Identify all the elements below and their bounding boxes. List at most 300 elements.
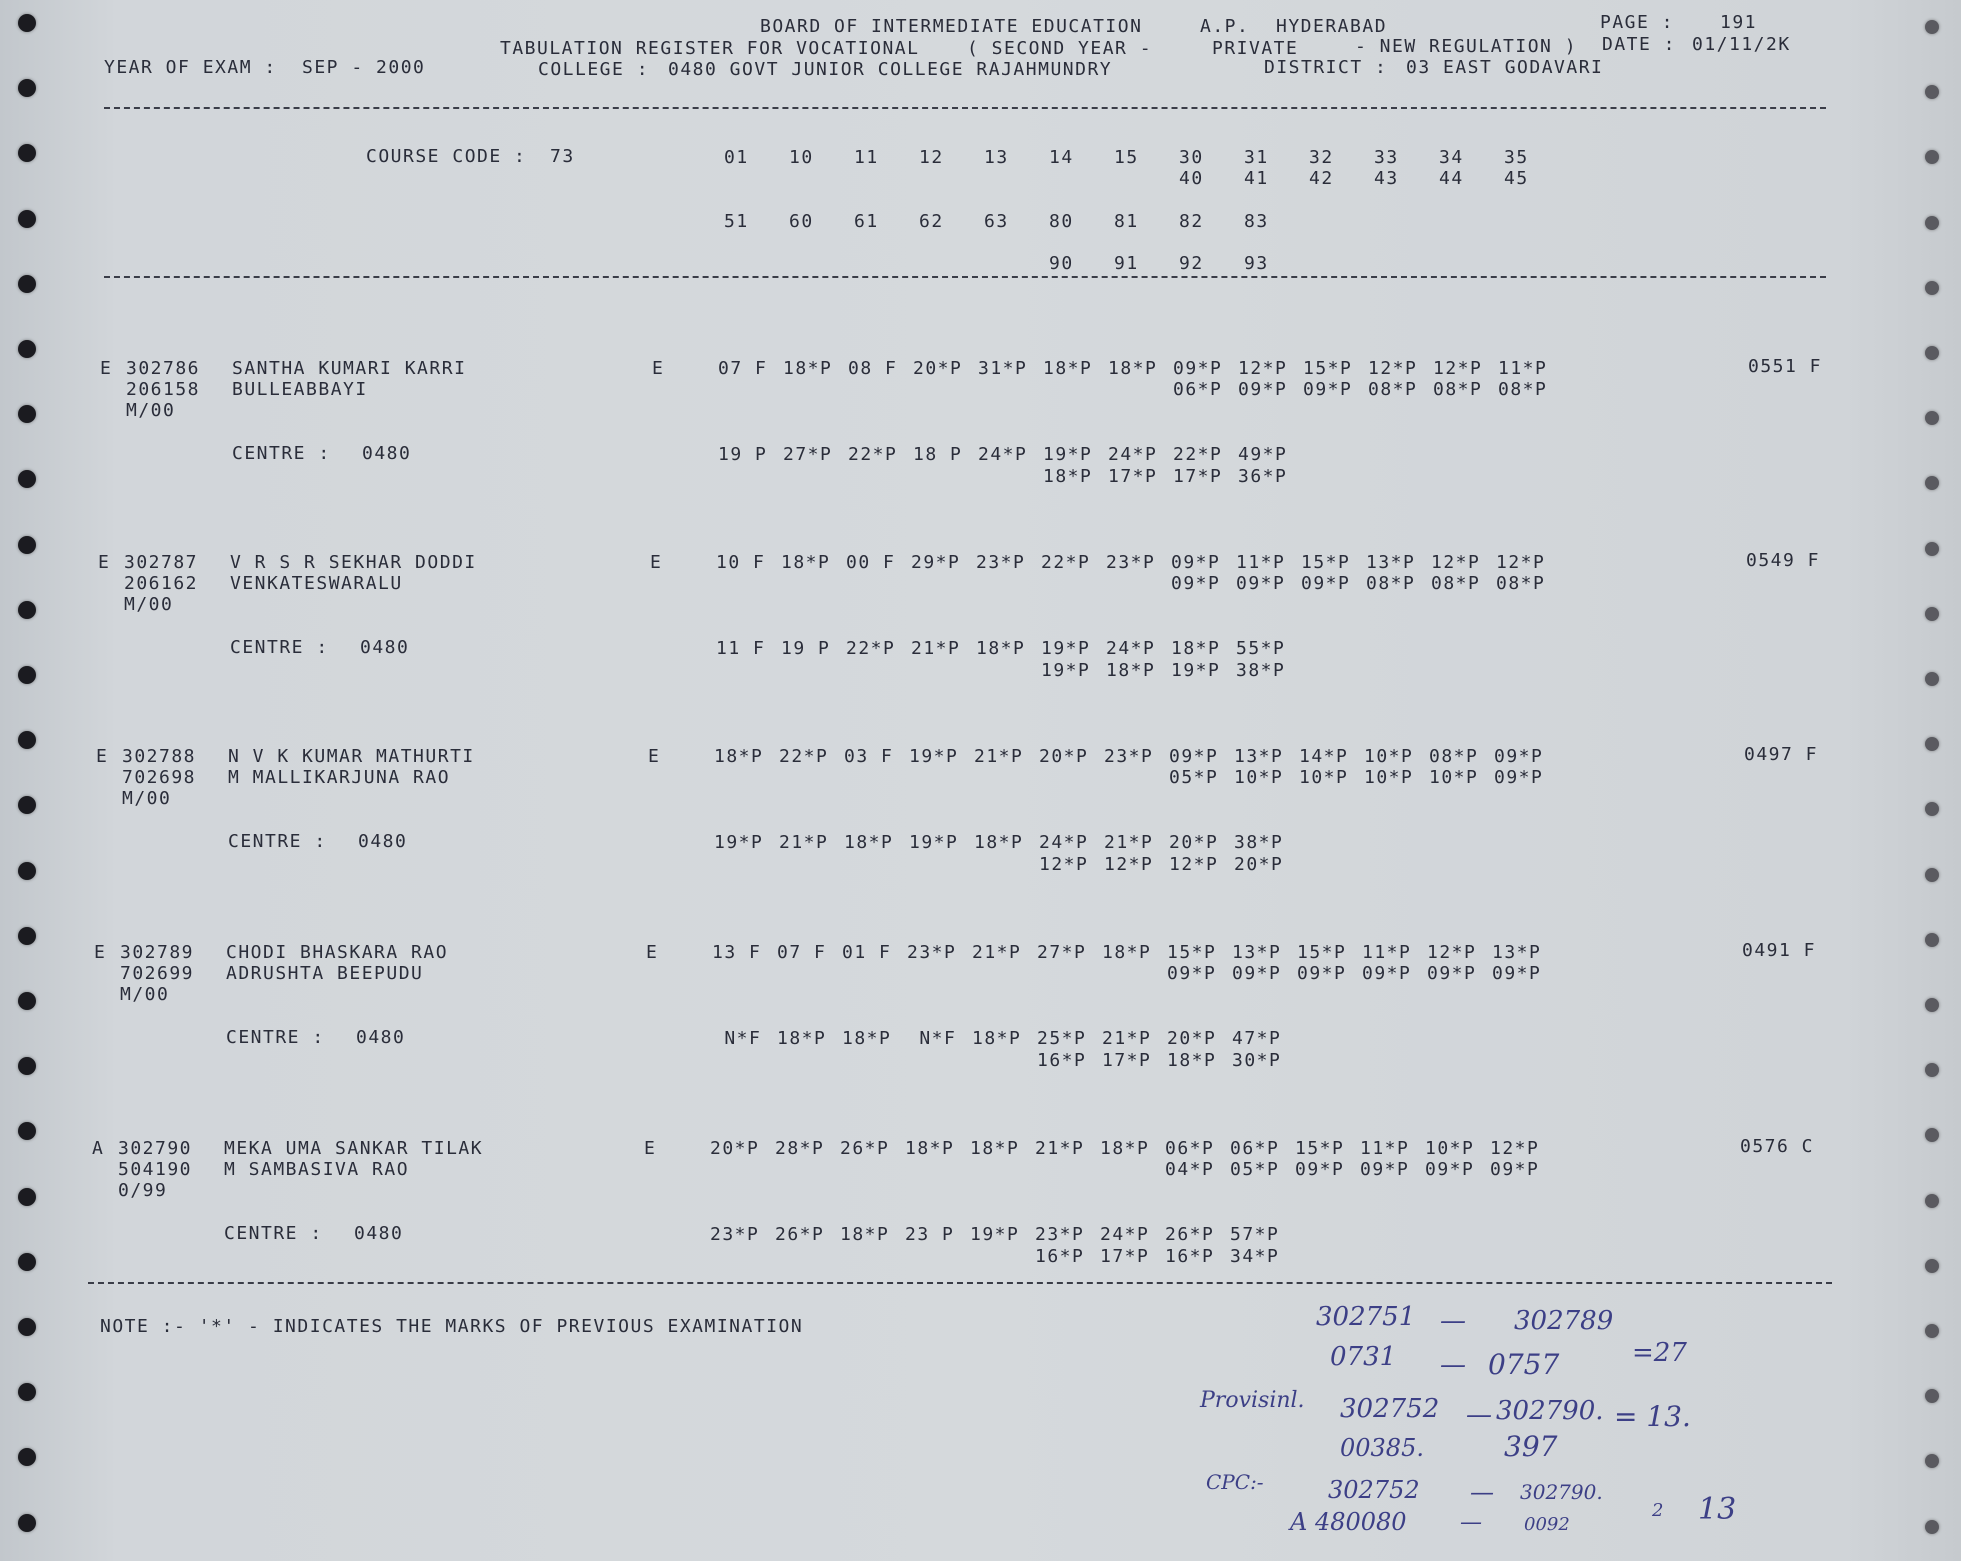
- student-roll-number: 302787: [124, 552, 199, 573]
- year-paren: ( SECOND YEAR -: [967, 38, 1153, 59]
- mark-cell: 06*P: [1173, 379, 1223, 400]
- mark-cell: 01 F: [842, 942, 892, 963]
- mark-cell: 09*P: [1171, 552, 1221, 573]
- mark-cell: 13*P: [1492, 942, 1542, 963]
- course-code-cell: 15: [1114, 147, 1139, 168]
- perforation-hole: [18, 927, 36, 945]
- mark-cell: 10*P: [1234, 767, 1284, 788]
- course-code-cell: 91: [1114, 253, 1139, 274]
- perforation-hole: [18, 536, 36, 554]
- mark-cell: 07 F: [777, 942, 827, 963]
- mark-cell: 26*P: [1165, 1224, 1215, 1245]
- mark-cell: 09*P: [1425, 1159, 1475, 1180]
- course-code-cell: 01: [724, 147, 749, 168]
- perforation-hole: [18, 79, 36, 97]
- mark-cell: 10*P: [1364, 767, 1414, 788]
- centre-label: CENTRE :: [232, 443, 331, 464]
- student-parent-name: VENKATESWARALU: [230, 573, 403, 594]
- student-name: N V K KUMAR MATHURTI: [228, 746, 475, 767]
- mark-cell: 13*P: [1232, 942, 1282, 963]
- course-code-cell: 33: [1374, 147, 1399, 168]
- perforation-hole: [18, 340, 36, 358]
- centre-code: 0480: [360, 637, 410, 658]
- student-name: MEKA UMA SANKAR TILAK: [224, 1138, 484, 1159]
- mark-cell: 06*P: [1165, 1138, 1215, 1159]
- hw-range2-total: = 13.: [1614, 1400, 1691, 1433]
- mark-cell: 24*P: [978, 444, 1028, 465]
- course-code: 73: [550, 146, 575, 167]
- student-sub-id: 206158: [126, 379, 201, 400]
- mark-cell: 23*P: [1035, 1224, 1085, 1245]
- student-medium: E: [648, 746, 661, 767]
- course-code-cell: 93: [1244, 253, 1269, 274]
- mark-cell: 06*P: [1230, 1138, 1280, 1159]
- mark-cell: 20*P: [1167, 1028, 1217, 1049]
- mark-cell: 18*P: [976, 638, 1026, 659]
- mark-cell: 20*P: [1169, 832, 1219, 853]
- hw-range3-end: 302790.: [1520, 1480, 1603, 1504]
- mark-cell: 23*P: [710, 1224, 760, 1245]
- mark-cell: 09*P: [1238, 379, 1288, 400]
- mark-cell: 08*P: [1429, 746, 1479, 767]
- course-code-cell: 82: [1179, 211, 1204, 232]
- course-code-cell: 61: [854, 211, 879, 232]
- mark-cell: 16*P: [1165, 1246, 1215, 1267]
- centre-code: 0480: [356, 1027, 406, 1048]
- centre-code: 0480: [354, 1223, 404, 1244]
- perforation-hole: [1925, 1259, 1939, 1273]
- register-title: TABULATION REGISTER FOR VOCATIONAL: [500, 38, 920, 59]
- course-code-cell: 43: [1374, 168, 1399, 189]
- tabulation-sheet: BOARD OF INTERMEDIATE EDUCATION A.P. HYDERABAD PAGE : 191 TABULATION REGISTER FOR VOCATIONAL ( SECOND YEAR - PRIVATE - NEW REGULATION ) DATE : 01/11/2K YEAR OF EXAM : SEP - 2000 COLLEGE : 0480 GOVT JUNIOR COLLEGE RAJAHMUNDRY DISTRICT : 03 EAST GODAVARI COURSE CODE : 73 01 10 11 12 13 14 15 30 31 32 33 34 35 40 41 42 43 44 45 51 60 61 62 63 80 81 82 83 90 91 92 93 E 302786 206158 M/00 SANTHA KUMARI KARRI BULLEABBAYI E 07 F 18*P 08 F 20*P 31*P 18*P 18*P 09*P 12*P 15*P 12*P 12*P 11*P 06*P 09*P 09*P 08*P 08*P 08*P 0551 F CENTRE : 0480 19 P 27*P 22*P 18 P 24*P 19*P 24*P 22*P 49*P 18*P 17*P 17*P 36*P E 302787 206162 M/00 V R S R SEKHAR DODDI VENKATESWARALU E 10 F 18*P 00 F 29*P 23*P 22*P 23*P 09*P 11*P 15*P 13*P 12*P 12*P 09*P 09*P 09*P 08*P 08*P 08*P 0549 F CENTRE : 0480 11 F 19 P 22*P 21*P 18*P 19*P 24*P 18*P 55*P 19*P 18*P 19*P 38*P E 302788 702698 M/00 N V K KUMAR MATHURTI M MALLIKARJUNA RAO E 18*P 22*P 03 F 19*P 21*P 20*P 23*P 09*P 13*P 14*P 10*P 08*P 09*P 05*P 10*P 10*P 10*P 10*P 09*P 0497 F CENTRE : 0480 19*P 21*P 18*P 19*P 18*P 24*P 21*P 20*P 38*P 12*P 12*P 12*P 20*P E 302789 702699 M/00 CHODI BHASKARA RAO ADRUSHTA BEEPUDU E 13 F 07 F 01 F 23*P 21*P 27*P 18*P 15*P 13*P 15*P 11*P 12*P 13*P 09*P 09*P 09*P 09*P 09*P 09*P 0491 F CENTRE : 0480 N*F 18*P 18*P N*F 18*P 25*P 21*P 20*P 47*P 16*P 17*P 18*P 30*P A 302790 504190 0/99 MEKA UMA SANKAR TILAK M SAMBASIVA RAO E 20*P 28*P 26*P 18*P 18*P 21*P 18*P 06*P 06*P 15*P 11*P 10*P 12*P 04*P 05*P 09*P 09*P 09*P 09*P 0576 C CENTRE : 0480 23*P 26*P 18*P 23 P 19*P 23*P 24*P 26*P 57*P 16*P 17*P 16*P 34*P NOTE :- '*' - INDICATES THE MARKS OF PREVIOUS EXAMINATION 302751 — 302789 0731 — 0757 =27 Provisinl. 302752 — 302790. = 13. 00385. 397 CPC:- 302752 — 302790. A 480080 — 0092 2 13: [0, 0, 1961, 1561]
- hw-count3-end: 0092: [1524, 1514, 1570, 1535]
- page-label: PAGE :: [1600, 12, 1675, 33]
- mark-cell: 12*P: [1368, 358, 1418, 379]
- mark-cell: 14*P: [1299, 746, 1349, 767]
- perforation-hole: [1925, 737, 1939, 751]
- mark-cell: 27*P: [1037, 942, 1087, 963]
- student-roll-number: 302788: [122, 746, 197, 767]
- mark-cell: 00 F: [846, 552, 896, 573]
- mark-cell: 09*P: [1427, 963, 1477, 984]
- year-of-exam: SEP - 2000: [302, 57, 426, 78]
- mark-cell: 08*P: [1366, 573, 1416, 594]
- perforation-hole: [1925, 476, 1939, 490]
- mark-cell: 09*P: [1494, 746, 1544, 767]
- mark-cell: 09*P: [1167, 963, 1217, 984]
- mark-cell: 25*P: [1037, 1028, 1087, 1049]
- perforation-hole: [1925, 1324, 1939, 1338]
- student-status-code: M/00: [120, 984, 170, 1005]
- mark-cell: 09*P: [1297, 963, 1347, 984]
- perforation-hole: [1925, 281, 1939, 295]
- course-code-cell: 90: [1049, 253, 1074, 274]
- print-date: 01/11/2K: [1692, 34, 1791, 55]
- mark-cell: 11*P: [1362, 942, 1412, 963]
- hw-provisional-label: Provisinl.: [1200, 1388, 1305, 1413]
- mark-cell: 15*P: [1303, 358, 1353, 379]
- student-category: E: [100, 358, 113, 379]
- regulation: - NEW REGULATION ): [1355, 36, 1578, 57]
- perforation-hole: [1925, 216, 1939, 230]
- perforation-hole: [18, 470, 36, 488]
- mark-cell: 20*P: [1234, 854, 1284, 875]
- mark-cell: 09*P: [1303, 379, 1353, 400]
- mark-cell: 19*P: [1171, 660, 1221, 681]
- student-sub-id: 206162: [124, 573, 199, 594]
- mark-cell: 19*P: [714, 832, 764, 853]
- mark-cell: 23*P: [1106, 552, 1156, 573]
- mark-cell: 10*P: [1299, 767, 1349, 788]
- mark-cell: 08 F: [848, 358, 898, 379]
- board-state: A.P.: [1200, 16, 1250, 37]
- perforation-hole: [1925, 1128, 1939, 1142]
- student-parent-name: BULLEABBAYI: [232, 379, 368, 400]
- student-status-code: M/00: [124, 594, 174, 615]
- mark-cell: 38*P: [1236, 660, 1286, 681]
- mark-cell: 12*P: [1427, 942, 1477, 963]
- student-medium: E: [644, 1138, 657, 1159]
- course-code-cell: 80: [1049, 211, 1074, 232]
- mark-cell: 19*P: [909, 746, 959, 767]
- mark-cell: 20*P: [1039, 746, 1089, 767]
- mark-cell: 24*P: [1108, 444, 1158, 465]
- student-status-code: M/00: [126, 400, 176, 421]
- mark-cell: 11*P: [1360, 1138, 1410, 1159]
- course-code-cell: 13: [984, 147, 1009, 168]
- mark-cell: 17*P: [1100, 1246, 1150, 1267]
- perforation-hole: [18, 862, 36, 880]
- mark-cell: 18*P: [783, 358, 833, 379]
- course-code-cell: 60: [789, 211, 814, 232]
- mark-cell: 24*P: [1100, 1224, 1150, 1245]
- student-medium: E: [646, 942, 659, 963]
- perforation-hole: [1925, 672, 1939, 686]
- mark-cell: 19*P: [1041, 638, 1091, 659]
- mark-cell: 13 F: [712, 942, 762, 963]
- mark-cell: 15*P: [1167, 942, 1217, 963]
- mark-cell: 21*P: [974, 746, 1024, 767]
- mark-cell: 09*P: [1492, 963, 1542, 984]
- mark-cell: 18*P: [970, 1138, 1020, 1159]
- mark-cell: 31*P: [978, 358, 1028, 379]
- hw-count2-end: 397: [1504, 1430, 1558, 1463]
- mark-cell: 09*P: [1171, 573, 1221, 594]
- perforation-hole: [1925, 346, 1939, 360]
- mark-cell: 11*P: [1498, 358, 1548, 379]
- mark-cell: 57*P: [1230, 1224, 1280, 1245]
- perforation-hole: [1925, 1063, 1939, 1077]
- student-name: SANTHA KUMARI KARRI: [232, 358, 467, 379]
- hw-count1-total: =27: [1632, 1338, 1687, 1368]
- mark-cell: 18*P: [974, 832, 1024, 853]
- mark-cell: 04*P: [1165, 1159, 1215, 1180]
- centre-label: CENTRE :: [226, 1027, 325, 1048]
- course-code-cell: 14: [1049, 147, 1074, 168]
- course-code-cell: 10: [789, 147, 814, 168]
- perforation-hole: [1925, 1389, 1939, 1403]
- student-name: V R S R SEKHAR DODDI: [230, 552, 477, 573]
- mark-cell: 10 F: [716, 552, 766, 573]
- mark-cell: 27*P: [783, 444, 833, 465]
- mark-cell: 20*P: [913, 358, 963, 379]
- mark-cell: 12*P: [1169, 854, 1219, 875]
- student-category: E: [94, 942, 107, 963]
- course-code-cell: 32: [1309, 147, 1334, 168]
- mark-cell: 17*P: [1102, 1050, 1152, 1071]
- course-code-cell: 35: [1504, 147, 1529, 168]
- student-medium: E: [652, 358, 665, 379]
- district-label: DISTRICT :: [1264, 57, 1388, 78]
- hw-count3-total: 13: [1698, 1492, 1737, 1527]
- hw-range3-start: 302752: [1328, 1476, 1420, 1504]
- mark-cell: 13*P: [1234, 746, 1284, 767]
- student-status-code: M/00: [122, 788, 172, 809]
- course-code-cell: 12: [919, 147, 944, 168]
- perforation-hole: [18, 1383, 36, 1401]
- perforation-hole: [1925, 998, 1939, 1012]
- hw-count3-start: A 480080: [1290, 1508, 1407, 1536]
- mark-cell: 26*P: [775, 1224, 825, 1245]
- course-code-cell: 34: [1439, 147, 1464, 168]
- mark-cell: 11 F: [716, 638, 766, 659]
- mark-cell: 38*P: [1234, 832, 1284, 853]
- centre-label: CENTRE :: [224, 1223, 323, 1244]
- student-roll-number: 302786: [126, 358, 201, 379]
- mark-cell: 18*P: [714, 746, 764, 767]
- left-perforation: [0, 0, 60, 1561]
- student-parent-name: ADRUSHTA BEEPUDU: [226, 963, 424, 984]
- mark-cell: 08*P: [1431, 573, 1481, 594]
- perforation-hole: [18, 210, 36, 228]
- mark-cell: 18*P: [777, 1028, 827, 1049]
- mark-cell: 18*P: [1171, 638, 1221, 659]
- mark-cell: 12*P: [1496, 552, 1546, 573]
- student-total: 0551 F: [1748, 356, 1823, 377]
- mark-cell: 36*P: [1238, 466, 1288, 487]
- course-code-cell: 41: [1244, 168, 1269, 189]
- perforation-hole: [1925, 802, 1939, 816]
- student-sub-id: 702698: [122, 767, 197, 788]
- student-roll-number: 302790: [118, 1138, 193, 1159]
- mark-cell: 18*P: [1100, 1138, 1150, 1159]
- mark-cell: 22*P: [846, 638, 896, 659]
- mark-cell: 03 F: [844, 746, 894, 767]
- mark-cell: 12*P: [1238, 358, 1288, 379]
- mark-cell: 21*P: [1102, 1028, 1152, 1049]
- mark-cell: 09*P: [1173, 358, 1223, 379]
- mark-cell: 23*P: [907, 942, 957, 963]
- hw-cpc-label: CPC:-: [1206, 1470, 1264, 1494]
- perforation-hole: [18, 14, 36, 32]
- student-sub-id: 504190: [118, 1159, 193, 1180]
- centre-label: CENTRE :: [230, 637, 329, 658]
- mark-cell: 18*P: [842, 1028, 892, 1049]
- mark-cell: 09*P: [1494, 767, 1544, 788]
- course-code-label: COURSE CODE :: [366, 146, 527, 167]
- mark-cell: 18*P: [1108, 358, 1158, 379]
- perforation-hole: [18, 666, 36, 684]
- mark-cell: 11*P: [1236, 552, 1286, 573]
- course-code-cell: 31: [1244, 147, 1269, 168]
- mark-cell: 28*P: [775, 1138, 825, 1159]
- perforation-hole: [18, 1318, 36, 1336]
- perforation-hole: [18, 1448, 36, 1466]
- college-label: COLLEGE :: [538, 59, 650, 80]
- student-total: 0497 F: [1744, 744, 1819, 765]
- perforation-hole: [1925, 85, 1939, 99]
- mark-cell: 09*P: [1301, 573, 1351, 594]
- perforation-hole: [1925, 1454, 1939, 1468]
- mark-cell: 10*P: [1364, 746, 1414, 767]
- perforation-hole: [18, 1514, 36, 1532]
- perforation-hole: [18, 144, 36, 162]
- hw-count2-start: 00385.: [1340, 1434, 1424, 1462]
- perforation-hole: [18, 275, 36, 293]
- student-category: E: [98, 552, 111, 573]
- hw-range2-start: 302752: [1340, 1394, 1440, 1424]
- perforation-hole: [18, 405, 36, 423]
- student-total: 0549 F: [1746, 550, 1821, 571]
- exam-type: PRIVATE: [1212, 38, 1299, 59]
- mark-cell: 47*P: [1232, 1028, 1282, 1049]
- board-city: HYDERABAD: [1276, 16, 1388, 37]
- mark-cell: 15*P: [1295, 1138, 1345, 1159]
- mark-cell: N*F: [712, 1028, 762, 1049]
- perforation-hole: [18, 1122, 36, 1140]
- mark-cell: 08*P: [1496, 573, 1546, 594]
- mark-cell: 09*P: [1295, 1159, 1345, 1180]
- mark-cell: 05*P: [1230, 1159, 1280, 1180]
- mark-cell: 22*P: [779, 746, 829, 767]
- mark-cell: 08*P: [1433, 379, 1483, 400]
- student-category: E: [96, 746, 109, 767]
- mark-cell: 29*P: [911, 552, 961, 573]
- board-title: BOARD OF INTERMEDIATE EDUCATION: [760, 16, 1143, 37]
- hw-range1-start: 302751: [1316, 1302, 1416, 1332]
- centre-label: CENTRE :: [228, 831, 327, 852]
- mark-cell: 16*P: [1035, 1246, 1085, 1267]
- student-parent-name: M MALLIKARJUNA RAO: [228, 767, 451, 788]
- student-sub-id: 702699: [120, 963, 195, 984]
- mark-cell: 18*P: [844, 832, 894, 853]
- mark-cell: 18 P: [913, 444, 963, 465]
- perforation-hole: [18, 1057, 36, 1075]
- perforation-hole: [18, 796, 36, 814]
- mark-cell: 21*P: [911, 638, 961, 659]
- mark-cell: 19*P: [970, 1224, 1020, 1245]
- mark-cell: 21*P: [972, 942, 1022, 963]
- mark-cell: 21*P: [1035, 1138, 1085, 1159]
- hw-range1-end: 302789: [1514, 1306, 1614, 1336]
- mark-cell: 07 F: [718, 358, 768, 379]
- mark-cell: 15*P: [1297, 942, 1347, 963]
- mark-cell: 22*P: [1173, 444, 1223, 465]
- hw-range2-end: 302790.: [1496, 1396, 1604, 1426]
- header-divider: [104, 107, 1826, 109]
- mark-cell: 17*P: [1108, 466, 1158, 487]
- mark-cell: 09*P: [1362, 963, 1412, 984]
- mark-cell: 18*P: [840, 1224, 890, 1245]
- mark-cell: 21*P: [1104, 832, 1154, 853]
- student-name: CHODI BHASKARA RAO: [226, 942, 449, 963]
- student-parent-name: M SAMBASIVA RAO: [224, 1159, 410, 1180]
- mark-cell: 55*P: [1236, 638, 1286, 659]
- note-text: NOTE :- '*' - INDICATES THE MARKS OF PREVIOUS EXAMINATION: [100, 1316, 804, 1337]
- mark-cell: 12*P: [1431, 552, 1481, 573]
- mark-cell: 18*P: [1102, 942, 1152, 963]
- course-code-cell: 45: [1504, 168, 1529, 189]
- mark-cell: 49*P: [1238, 444, 1288, 465]
- hw-count1-end: 0757: [1488, 1348, 1560, 1381]
- mark-cell: 05*P: [1169, 767, 1219, 788]
- mark-cell: 18*P: [972, 1028, 1022, 1049]
- student-total: 0491 F: [1742, 940, 1817, 961]
- mark-cell: 24*P: [1106, 638, 1156, 659]
- mark-cell: 08*P: [1368, 379, 1418, 400]
- mark-cell: 09*P: [1360, 1159, 1410, 1180]
- mark-cell: 12*P: [1104, 854, 1154, 875]
- course-code-cell: 11: [854, 147, 879, 168]
- perforation-hole: [1925, 20, 1939, 34]
- mark-cell: 18*P: [1043, 358, 1093, 379]
- course-divider: [104, 276, 1826, 278]
- mark-cell: 10*P: [1429, 767, 1479, 788]
- mark-cell: 23*P: [1104, 746, 1154, 767]
- mark-cell: 24*P: [1039, 832, 1089, 853]
- mark-cell: 09*P: [1169, 746, 1219, 767]
- course-code-cell: 51: [724, 211, 749, 232]
- perforation-hole: [1925, 607, 1939, 621]
- mark-cell: 21*P: [779, 832, 829, 853]
- perforation-hole: [18, 731, 36, 749]
- mark-cell: 19 P: [718, 444, 768, 465]
- centre-code: 0480: [358, 831, 408, 852]
- mark-cell: 23*P: [976, 552, 1026, 573]
- course-code-cell: 40: [1179, 168, 1204, 189]
- perforation-hole: [1925, 1520, 1939, 1534]
- course-code-cell: 30: [1179, 147, 1204, 168]
- mark-cell: 18*P: [1043, 466, 1093, 487]
- mark-cell: 30*P: [1232, 1050, 1282, 1071]
- mark-cell: 09*P: [1490, 1159, 1540, 1180]
- course-code-cell: 63: [984, 211, 1009, 232]
- mark-cell: 18*P: [781, 552, 831, 573]
- mark-cell: 19*P: [909, 832, 959, 853]
- mark-cell: 09*P: [1232, 963, 1282, 984]
- course-code-cell: 62: [919, 211, 944, 232]
- student-roll-number: 302789: [120, 942, 195, 963]
- mark-cell: 19 P: [781, 638, 831, 659]
- mark-cell: 16*P: [1037, 1050, 1087, 1071]
- year-of-exam-label: YEAR OF EXAM :: [104, 57, 277, 78]
- perforation-hole: [18, 1188, 36, 1206]
- right-perforation: [1901, 0, 1961, 1561]
- mark-cell: N*F: [907, 1028, 957, 1049]
- mark-cell: 19*P: [1043, 444, 1093, 465]
- page-number: 191: [1720, 12, 1758, 33]
- course-code-cell: 83: [1244, 211, 1269, 232]
- mark-cell: 15*P: [1301, 552, 1351, 573]
- student-category: A: [92, 1138, 105, 1159]
- perforation-hole: [1925, 933, 1939, 947]
- mark-cell: 18*P: [1106, 660, 1156, 681]
- perforation-hole: [18, 992, 36, 1010]
- course-code-cell: 44: [1439, 168, 1464, 189]
- perforation-hole: [1925, 411, 1939, 425]
- mark-cell: 23 P: [905, 1224, 955, 1245]
- mark-cell: 12*P: [1490, 1138, 1540, 1159]
